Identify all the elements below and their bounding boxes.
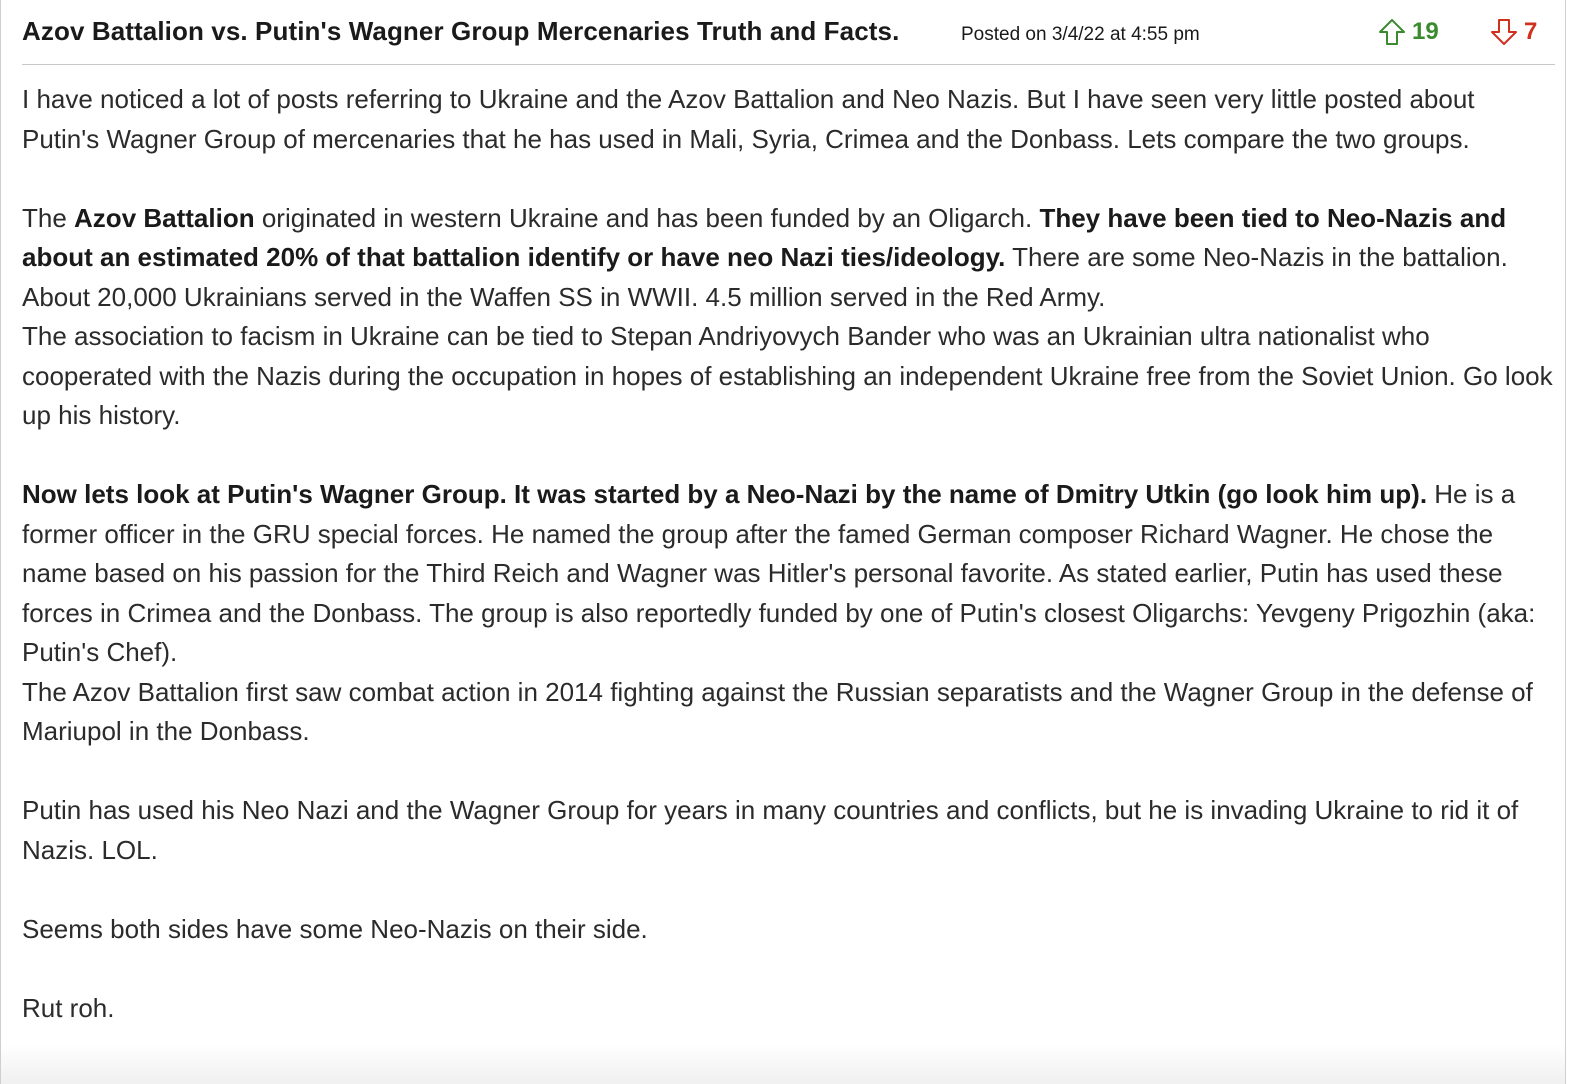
upvote-count: 19 [1412, 18, 1439, 45]
arrow-down-outline-icon [1490, 18, 1518, 46]
post-header [22, 0, 1555, 65]
paragraph: The association to facism in Ukraine can be tied to Stepan Andriyovych Bander who was an Ukrainian ultra nationalist who cooperated with the Nazis during the occupation in hopes of establishing an independent Ukraine free from the Soviet Union. Go look up his history. [22, 321, 1553, 430]
downvote-button[interactable] [1490, 18, 1537, 46]
upvote-button[interactable] [1378, 18, 1439, 46]
bottom-fade [1, 1044, 1565, 1084]
arrow-up-outline-icon [1378, 18, 1406, 46]
text-run: He is a former officer in the GRU special forces. He named the group after the famed German composer Richard Wagner. He chose the name based on his passion for the Third Reich and Wagner was Hitler's personal favorite. As stated earlier, Putin has used these forces in Crimea and the Donbass. The group is also reportedly funded by one of Putin's closest Oligarchs: Yevgeny Prigozhin (aka: Putin's Chef). [22, 479, 1536, 667]
downvote-count: 7 [1524, 18, 1538, 45]
bold-text-run: They have been tied to Neo-Nazis and about an estimated 20% of that battalion identify or have neo Nazi ties/ideology. [22, 202, 1507, 272]
text-run: originated in western Ukraine and has been funded by an Oligarch. [254, 202, 1040, 233]
paragraph: The Azov Battalion first saw combat action in 2014 fighting against the Russian separatists and the Wagner Group in the defense of Mariupol in the Donbass. [22, 676, 1533, 746]
paragraph: Rut roh. [22, 992, 115, 1023]
post-body [22, 80, 1558, 1028]
text-run: There are some Neo-Nazis in the battalion. About 20,000 Ukrainians served in the Waffen SS in WWII. 4.5 million served in the Red Army. [22, 242, 1508, 312]
post-title: Azov Battalion vs. Putin's Wagner Group Mercenaries Truth and Facts. [22, 16, 900, 46]
paragraph: I have noticed a lot of posts referring to Ukraine and the Azov Battalion and Neo Nazis. But I have seen very little posted about Putin's Wagner Group of mercenaries that he has used in Mali, Syria, Crimea and the Donbass. Lets compare the two groups. [22, 84, 1475, 154]
paragraph [22, 475, 1558, 673]
paragraph: Putin has used his Neo Nazi and the Wagner Group for years in many countries and conflicts, but he is invading Ukraine to rid it of Nazis. LOL. [22, 795, 1519, 865]
paragraph [22, 199, 1558, 318]
bold-text-run: Now lets look at Putin's Wagner Group. It was started by a Neo-Nazi by the name of Dmitry Utkin (go look him up). [22, 479, 1428, 509]
text-run: The [22, 202, 75, 233]
post-timestamp: Posted on 3/4/22 at 4:55 pm [961, 24, 1200, 45]
paragraph: Seems both sides have some Neo-Nazis on their side. [22, 913, 648, 944]
bold-text-run: Azov Battalion [74, 202, 255, 233]
